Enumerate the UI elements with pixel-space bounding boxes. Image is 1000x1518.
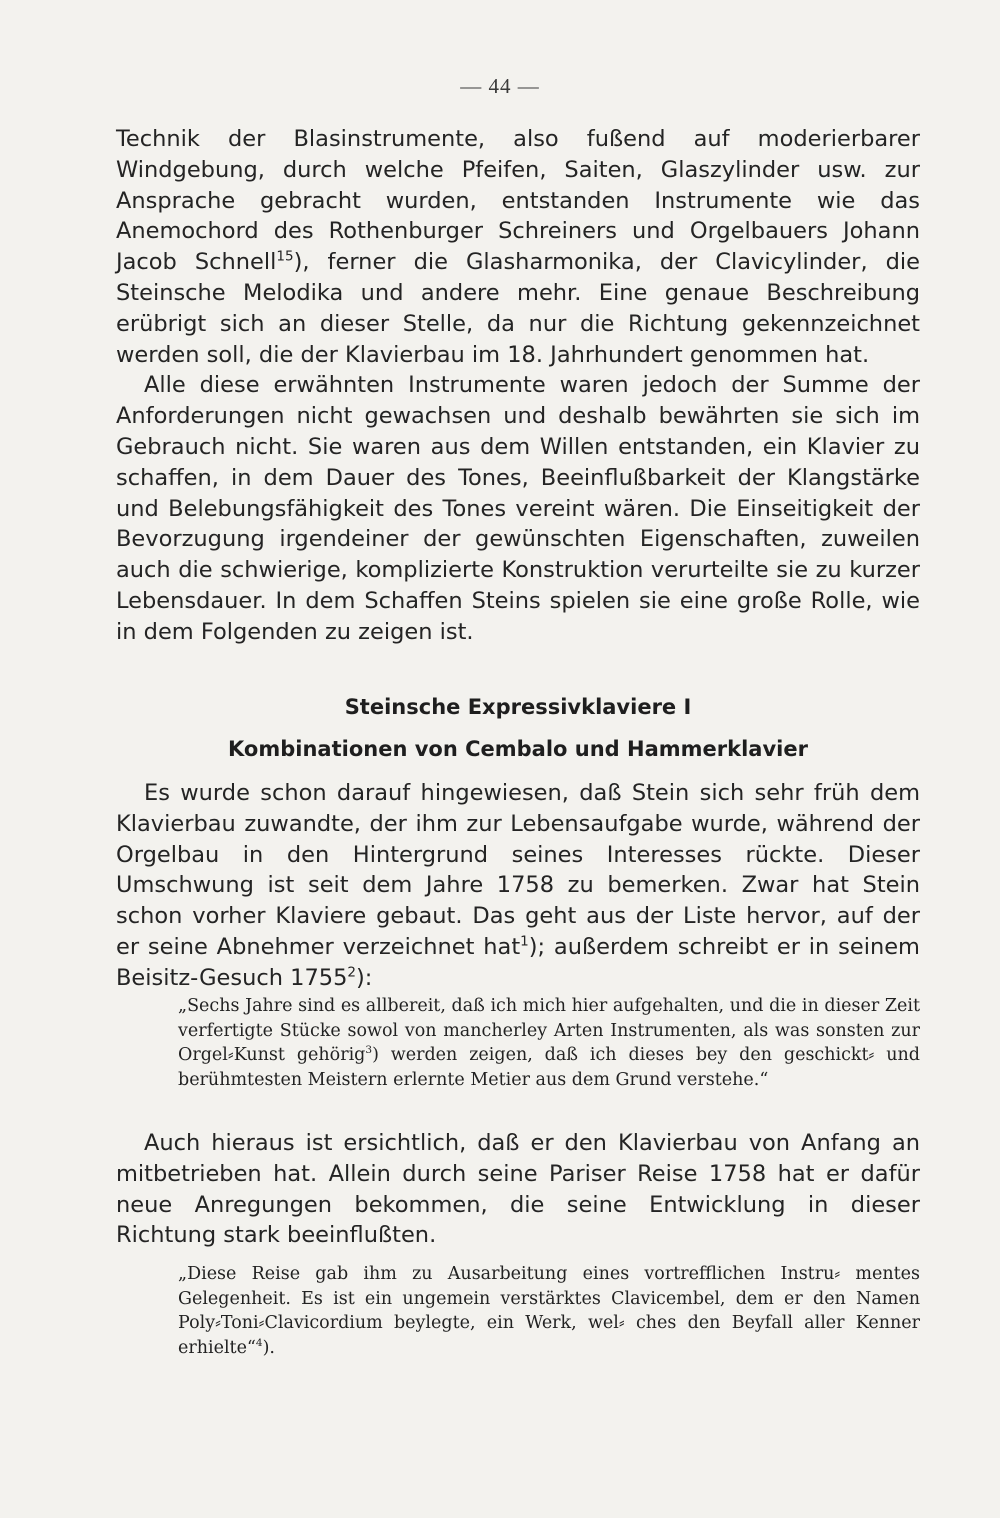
block-quote-reise: „Diese Reise gab ihm zu Ausarbeitung eines vortrefflichen Instru⸗ mentes Gelegenheit. Es ist ein ungemein verstärktes Clavicembel, dem er den Namen Poly⸗Toni⸗Clavicordium beylegte, ein Werk, wel⸗ ches den Beyfall aller Kenner erhielte“$^4$).: [178, 1264, 920, 1358]
text-block-intro: [116, 124, 920, 648]
footnote-ref-4: 4: [255, 1336, 263, 1349]
paragraph-paris-journey: Auch hieraus ist ersichtlich, daß er den Klavierbau von Anfang an mitbetrieben hat. Allein durch seine Pariser Reise 1758 hat er dafür neue Anregungen bekommen, die seine Entwicklung in dieser Richtung stark beeinflußten.: [116, 1130, 920, 1249]
section-heading: [116, 686, 920, 770]
heading-title: Steinsche Expressivklaviere I: [344, 695, 692, 719]
heading-subtitle: Kombinationen von Cembalo und Hammerklavier: [228, 737, 808, 761]
text-block-paris: [116, 1128, 920, 1251]
text-block-stein: [116, 778, 920, 994]
footnote-ref-15: 15: [276, 248, 294, 265]
page-number: — 44 —: [460, 74, 540, 98]
footnote-ref-3: 3: [365, 1044, 373, 1057]
paragraph-requirements: Alle diese erwähnten Instrumente waren jedoch der Summe der Anforderungen nicht gewachsen und deshalb bewährten sie sich im Gebrauch nicht. Sie waren aus dem Willen entstanden, ein Klavier zu schaffen, in dem Dauer des Tones, Beeinflußbarkeit der Klangstärke und Belebungsfähigkeit des Tones vereint wären. Die Einseitigkeit der Bevorzugung irgendeiner der gewünschten Eigenschaften, zuweilen auch die schwierige, komplizierte Konstruktion verurteilte sie zu kurzer Lebensdauer. In dem Schaffen Steins spielen sie eine große Rolle, wie in dem Folgenden zu zeigen ist.: [116, 372, 920, 645]
block-quote-beisitz: „Sechs Jahre sind es allbereit, daß ich mich hier aufgehalten, und die in dieser Zeit verfertigte Stücke sowol von mancherley Arten Instrumenten, als was sonsten zur Orgel⸗Kunst gehörig$^3$) werden zeigen, daß ich dieses bey den geschickt⸗ und berühmtesten Meistern erlernte Metier aus dem Grund verstehe.“: [178, 996, 920, 1090]
paragraph-instruments: Technik der Blasinstrumente, also fußend auf moderierbarer Windgebung, durch welche Pfeifen, Saiten, Glaszylinder usw. zur Ansprache gebracht wurden, entstanden Instrumente wie das Anemochord des Rothenburger Schreiners und Orgelbauers Johann Jacob Schnell$^{15}$), ferner die Glasharmonika, der Clavicylinder, die Steinsche Melodika und andere mehr. Eine genaue Beschreibung erübrigt sich an dieser Stelle, da nur die Richtung gekennzeichnet werden soll, die der Klavierbau im 18. Jahrhundert genommen hat.: [116, 126, 921, 368]
paragraph-klavierbau: Es wurde schon darauf hingewiesen, daß Stein sich sehr früh dem Klavierbau zuwandte, der ihm zur Lebensaufgabe wurde, während der Orgelbau in den Hintergrund seines Interesses rückte. Dieser Umschwung ist seit dem Jahre 1758 zu bemerken. Zwar hat Stein schon vorher Klaviere gebaut. Das geht aus der Liste hervor, auf der er seine Abnehmer verzeichnet hat$^1$); außerdem schreibt er in seinem Beisitz-Gesuch 1755$^2$):: [116, 780, 920, 991]
footnote-ref-2: 2: [347, 964, 356, 981]
footnote-ref-1: 1: [520, 933, 529, 950]
